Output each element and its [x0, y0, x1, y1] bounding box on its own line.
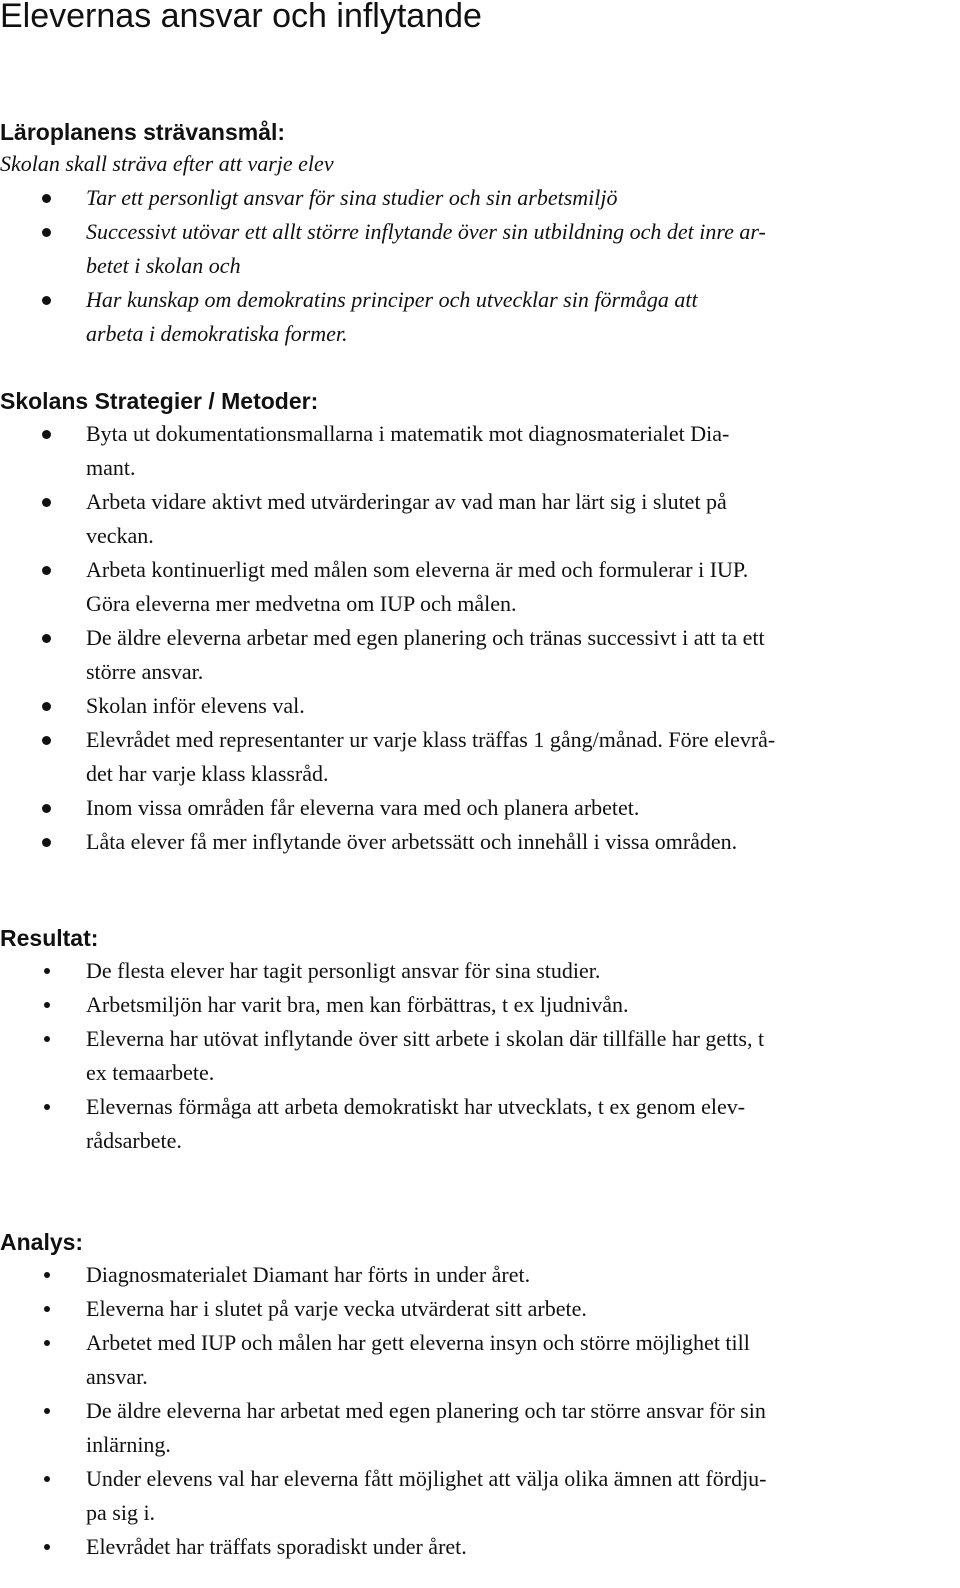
- list-item: [0, 283, 958, 351]
- list-item-text: Successivt utövar ett allt större inflytande över sin utbildning och det inre ar- betet i skolan och: [86, 219, 766, 278]
- list-item-text: Diagnosmaterialet Diamant har förts in under året.: [86, 1262, 531, 1287]
- list-item-text: Inom vissa områden får eleverna vara med och planera arbetet.: [86, 795, 640, 820]
- list-item-text: De flesta elever har tagit personligt ansvar för sina studier.: [86, 958, 601, 983]
- list-item-text: Skolan inför elevens val.: [86, 693, 305, 718]
- list-item-text: Låta elever få mer inflytande över arbetssätt och innehåll i vissa områden.: [86, 829, 738, 854]
- list-item-text: Arbeta vidare aktivt med utvärderingar av vad man har lärt sig i slutet på veckan.: [86, 489, 727, 548]
- list-item: [0, 1022, 958, 1090]
- list-item: [0, 1394, 958, 1462]
- goals-intro: Skolan skall sträva efter att varje elev: [0, 151, 334, 176]
- list-item: [0, 1326, 958, 1394]
- list-item: [0, 954, 958, 988]
- list-item: [0, 621, 958, 689]
- list-item-text: Eleverna har i slutet på varje vecka utvärderat sitt arbete.: [86, 1296, 587, 1321]
- list-item-text: Under elevens val har eleverna fått möjlighet att välja olika ämnen att fördju- pa sig i.: [86, 1466, 767, 1525]
- list-item: [0, 689, 958, 723]
- list-item: [0, 553, 958, 621]
- document-title: Elevernas ansvar och inflytande: [0, 0, 482, 35]
- list-item-text: Arbeta kontinuerligt med målen som eleverna är med och formulerar i IUP. Göra eleverna mer medvetna om IUP och målen.: [86, 557, 749, 616]
- goals-list: [0, 181, 960, 351]
- list-item: [0, 1462, 958, 1530]
- section-results: [0, 923, 960, 1158]
- list-item-text: Elevrådet med representanter ur varje klass träffas 1 gång/månad. Före elevrå- det har varje klass klassråd.: [86, 727, 776, 786]
- list-item-text: Arbetsmiljön har varit bra, men kan förbättras, t ex ljudnivån.: [86, 992, 629, 1017]
- list-item: [0, 791, 958, 825]
- goals-heading: Läroplanens strävansmål:: [0, 119, 286, 145]
- list-item: [0, 1090, 958, 1158]
- list-item: [0, 825, 958, 859]
- list-item: [0, 988, 958, 1022]
- list-item-text: Tar ett personligt ansvar för sina studier och sin arbetsmiljö: [86, 185, 618, 210]
- list-item: [0, 1292, 958, 1326]
- list-item-text: Elevernas förmåga att arbeta demokratiskt har utvecklats, t ex genom elev- rådsarbete.: [86, 1094, 746, 1153]
- analysis-list: [0, 1258, 960, 1564]
- section-strategies: [0, 386, 960, 859]
- strategies-heading: Skolans Strategier / Metoder:: [0, 388, 319, 414]
- list-item-text: De äldre eleverna har arbetat med egen planering och tar större ansvar för sin inlärning.: [86, 1398, 766, 1457]
- results-list: [0, 954, 960, 1158]
- list-item-text: De äldre eleverna arbetar med egen planering och tränas successivt i att ta ett större ansvar.: [86, 625, 765, 684]
- results-heading: Resultat:: [0, 925, 99, 951]
- strategies-list: [0, 417, 960, 859]
- list-item-text: Byta ut dokumentationsmallarna i matematik mot diagnosmaterialet Dia- mant.: [86, 421, 730, 480]
- analysis-heading: Analys:: [0, 1229, 84, 1255]
- list-item-text: Arbetet med IUP och målen har gett eleverna insyn och större möjlighet till ansvar.: [86, 1330, 750, 1389]
- list-item: [0, 723, 958, 791]
- list-item: [0, 1530, 958, 1564]
- list-item: [0, 181, 958, 215]
- list-item-text: Elevrådet har träffats sporadiskt under året.: [86, 1534, 467, 1559]
- list-item: [0, 1258, 958, 1292]
- list-item: [0, 417, 958, 485]
- section-analysis: [0, 1227, 960, 1564]
- list-item: [0, 215, 958, 283]
- list-item-text: Eleverna har utövat inflytande över sitt arbete i skolan där tillfälle har getts, t ex temaarbete.: [86, 1026, 765, 1085]
- section-goals: [0, 117, 960, 351]
- list-item-text: Har kunskap om demokratins principer och utvecklar sin förmåga att arbeta i demokratiska former.: [86, 287, 698, 346]
- list-item: [0, 485, 958, 553]
